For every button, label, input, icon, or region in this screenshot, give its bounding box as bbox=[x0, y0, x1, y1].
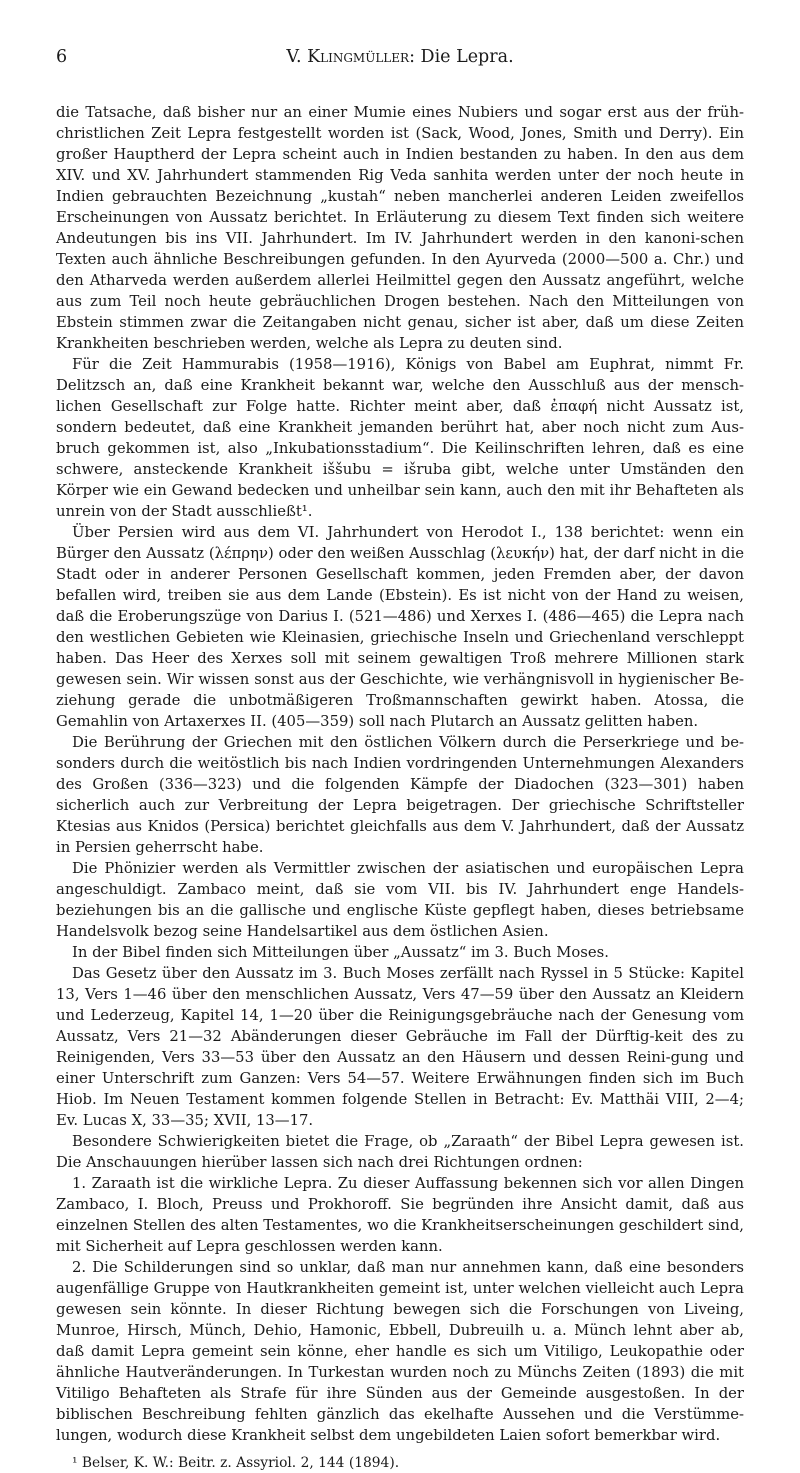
paragraph-7: Das Gesetz über den Aussatz im 3. Buch Moses zerfällt nach Ryssel in 5 Stücke: Kapitel 13, Vers 1—46 über den menschlichen Aussatz, Vers 47—59 über den Aussatz an Kleidern und Lederzeug, Kapitel 14, 1—20 über die Reinigungsgebräuche nach der Genesung vom Aussatz, Vers 21—32 Abänderungen dieser Gebräuche im Fall der Dürftig-keit des zu Reinigenden, Vers 33—53 über den Aussatz an den Häusern und dessen Reini-gung und einer Unterschrift zum Ganzen: Vers 54—57. Weitere Erwähnungen finden sich im Buch Hiob. Im Neuen Testament kommen folgende Stellen in Betracht: Ev. Matthäi VIII, 2—4; Ev. Lucas X, 33—35; XVII, 13—17. bbox=[56, 965, 744, 1129]
paragraph-8: Besondere Schwierigkeiten bietet die Frage, ob „Zaraath“ der Bibel Lepra gewesen ist. Die Anschauungen hierüber lassen sich nach drei Richtungen ordnen: bbox=[56, 1133, 744, 1171]
paragraph-2: Für die Zeit Hammurabis (1958—1916), Königs von Babel am Euphrat, nimmt Fr. Delitzsch an, daß eine Krankheit bekannt war, welche den Ausschluß aus der mensch-lichen Gesellschaft zur Folge hatte. Richter meint aber, daß ἐπαφή nicht Aussatz ist, sondern bedeutet, daß eine Krankheit jemanden berührt hat, aber noch nicht zum Aus-bruch gekommen ist, also „Inkubationsstadium“. Die Keilinschriften lehren, daß es eine schwere, ansteckende Krankheit iššubu = išruba gibt, welche unter Umständen den Körper wie ein Gewand bedecken und unheilbar sein kann, auch den mit ihr Behafteten als unrein von der Stadt ausschließt¹. bbox=[56, 356, 744, 520]
paragraph-9: 1. Zaraath ist die wirkliche Lepra. Zu dieser Auffassung bekennen sich vor allen Dingen Zambaco, I. Bloch, Preuss und Prokhoroff. Sie begründen ihre Ansicht damit, daß aus einzelnen Stellen des alten Testamentes, wo die Krankheitserscheinungen geschildert sind, mit Sicherheit auf Lepra geschlossen werden kann. bbox=[56, 1175, 744, 1255]
paragraph-1: die Tatsache, daß bisher nur an einer Mumie eines Nubiers und sogar erst aus der früh-christlichen Zeit Lepra festgestellt worden ist (Sack, Wood, Jones, Smith und Derry). Ein großer Hauptherd der Lepra scheint auch in Indien bestanden zu haben. In den aus dem XIV. und XV. Jahrhundert stammenden Rig Veda sanhita werden unter der noch heute in Indien gebrauchten Bezeichnung „kustah“ neben mancherlei anderen Leiden zweifellos Erscheinungen von Aussatz berichtet. In Erläuterung zu diesem Text finden sich weitere Andeutungen bis ins VII. Jahrhundert. Im IV. Jahrhundert werden in den kanoni-schen Texten auch ähnliche Beschreibungen gefunden. In den Ayurveda (2000—500 a. Chr.) und den Atharveda werden außerdem allerlei Heilmittel gegen den Aussatz angeführt, welche aus zum Teil noch heute gebräuchlichen Drogen bestehen. Nach den Mitteilungen von Ebstein stimmen zwar die Zeitangaben nicht genau, sicher ist aber, daß um diese Zeiten Krankheiten beschrieben werden, welche als Lepra zu deuten sind. bbox=[56, 104, 744, 352]
paragraph-10: 2. Die Schilderungen sind so unklar, daß man nur annehmen kann, daß eine besonders augenfällige Gruppe von Hautkrankheiten gemeint ist, unter welchen vielleicht auch Lepra gewesen sein könnte. In dieser Richtung bewegen sich die Forschungen von Liveing, Munroe, Hirsch, Münch, Dehio, Hamonic, Ebbell, Dubreuilh u. a. Münch lehnt aber ab, daß damit Lepra gemeint sein könne, eher handle es sich um Vitiligo, Leukopathie oder ähnliche Hautveränderungen. In Turkestan wurden noch zu Münchs Zeiten (1893) die mit Vitiligo Behafteten als Strafe für ihre Sünden aus der Gemeinde ausgestoßen. In der biblischen Beschreibung fehlten gänzlich das ekelhafte Aussehen und die Verstümme-lungen, wodurch diese Krankheit selbst dem ungebildeten Laien sofort bemerkbar wird. bbox=[56, 1259, 744, 1444]
paragraph-6: In der Bibel finden sich Mitteilungen über „Aussatz“ im 3. Buch Moses. bbox=[72, 944, 609, 961]
running-title bbox=[82, 46, 744, 68]
paragraph-3: Über Persien wird aus dem VI. Jahrhundert von Herodot I., 138 berichtet: wenn ein Bürger den Aussatz (λέπρην) oder den weißen Ausschlag (λευκήν) hat, der darf nicht in die Stadt oder in anderer Personen Gesellschaft kommen, jeden Fremden aber, der davon befallen wird, treiben sie aus dem Lande (Ebstein). Es ist nicht von der Hand zu weisen, daß die Eroberungszüge von Darius I. (521—486) und Xerxes I. (486—465) die Lepra nach den westlichen Gebieten wie Kleinasien, griechische Inseln und Griechenland verschleppt haben. Das Heer des Xerxes soll mit seinem gewaltigen Troß mehrere Millionen stark gewesen sein. Wir wissen sonst aus der Geschichte, wie verhängnisvoll in hygienischer Be-ziehung gerade die unbotmäßigeren Troßmannschaften gewirkt haben. Atossa, die Gemahlin von Artaxerxes II. (405—359) soll nach Plutarch an Aussatz gelitten haben. bbox=[56, 524, 744, 730]
paragraph-5: Die Phönizier werden als Vermittler zwischen der asiatischen und europäischen Lepra angeschuldigt. Zambaco meint, daß sie vom VII. bis IV. Jahrhundert enge Handels-beziehungen bis an die gallische und englische Küste gepflegt haben, dieses betriebsame Handelsvolk bezog seine Handelsartikel aus dem östlichen Asien. bbox=[56, 860, 744, 940]
footnote: ¹ Belser, K. W.: Beitr. z. Assyriol. 2, 144 (1894). bbox=[72, 1455, 400, 1471]
running-title-rest: : Die Lepra. bbox=[409, 47, 514, 67]
running-head bbox=[56, 46, 744, 68]
page-number: 6 bbox=[56, 47, 68, 67]
paragraph-4: Die Berührung der Griechen mit den östlichen Völkern durch die Perserkriege und be-sonders durch die weitöstlich bis nach Indien vordringenden Unternehmungen Alexanders des Großen (336—323) und die folgenden Kämpfe der Diadochen (323—301) haben sicherlich auch zur Verbreitung der Lepra beigetragen. Der griechische Schriftsteller Ktesias aus Knidos (Persica) berichtet gleichfalls aus dem V. Jahrhundert, daß der Aussatz in Persien geherrscht habe. bbox=[56, 734, 744, 856]
body-text bbox=[56, 102, 744, 1446]
running-title-author: V. Klingmüller bbox=[286, 47, 410, 67]
